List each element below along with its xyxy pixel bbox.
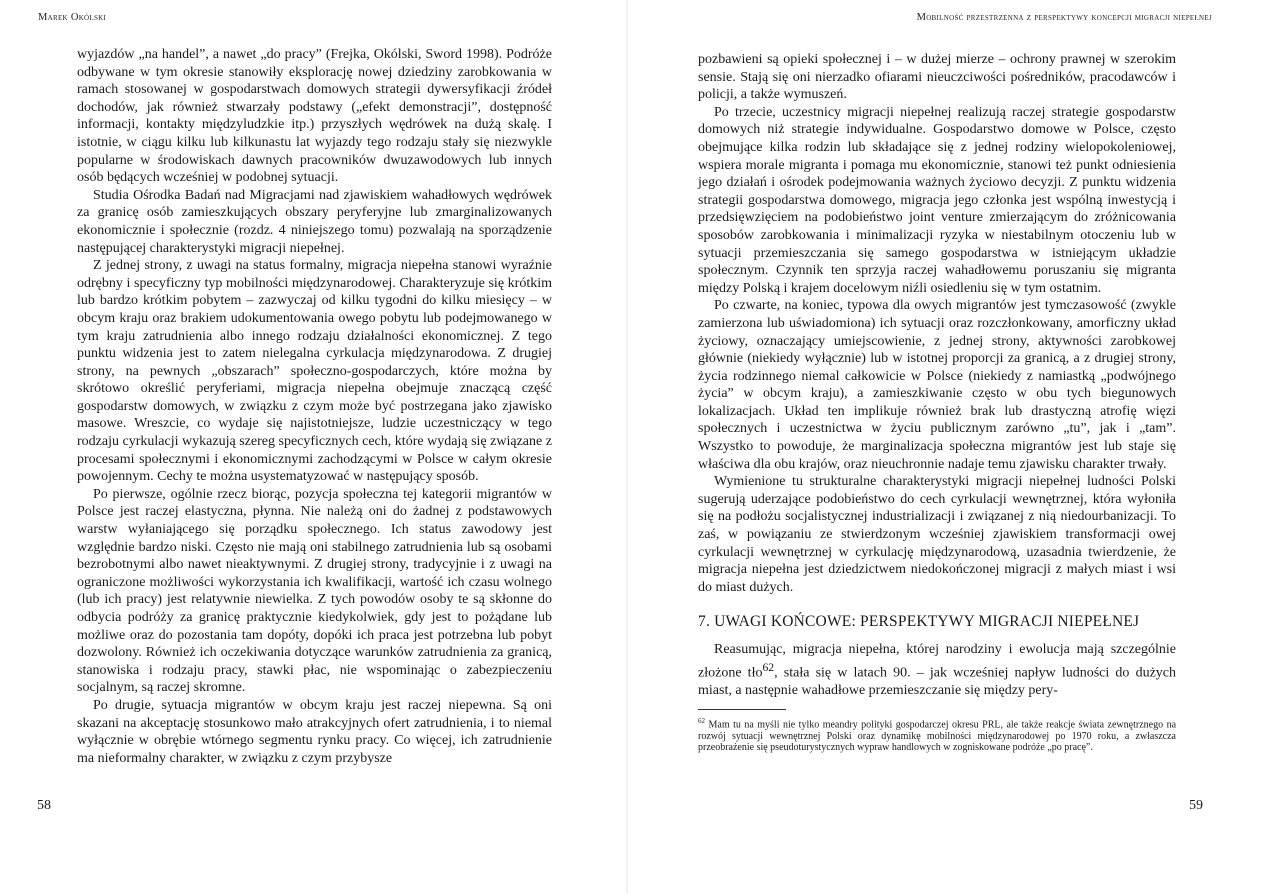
footnote-marker: 62 bbox=[698, 716, 705, 725]
paragraph: Po pierwsze, ogólnie rzecz biorąc, pozycja społeczna tej kategorii migrantów w Polsce jest raczej elastyczna, płynna. Nie należą oni do żadnej z podstawowych warstw wyłaniającego się porządku społecznego. Ich status zawodowy jest względnie bardzo niski. Często nie mają oni stabilnego zatrudnienia lub są osobami bezrobotnymi albo nawet nieaktywnymi. Z drugiej strony, tradycyjnie i z uwagi na ograniczone możliwości wykorzystania ich kwalifikacji, wartość ich czasu wolnego (lub ich pracy) jest relatywnie niewielka. Z tych powodów osoby te są skłonne do odbycia podróży za granicę praktycznie kiedykolwiek, gdy jest to pożądane lub możliwe oraz do pozostania tam dopóty, dopóki ich praca jest potrzebna lub pobyt dozwolony. Również ich oczekiwania dotyczące warunków zatrudnienia za granicą, stanowiska i rodzaju pracy, stawki płac, nie wspominając o zabezpieczeniu socjalnym, są raczej skromne. bbox=[77, 486, 552, 696]
running-head-author: Marek Okólski bbox=[38, 12, 107, 23]
paragraph: wyjazdów „na handel”, a nawet „do pracy” (Frejka, Okólski, Sword 1998). Podróże odbywane w tym okresie stanowiły eksplorację nowej dziedziny zarobkowania w ramach stosowanej w gospodarstwach domowych strategii dywersyfikacji źródeł dochodów, jak również stwarzały podstawy („efekt demonstracji”, dostępność informacji, kontakty międzyludzkie itp.) przyszłych wędrówek na dużą skalę. I istotnie, w ciągu kilku lub kilkunastu lat wyjazdy tego rodzaju stały się niezwykle popularne w środowiskach dawnych pracowników dwuzawodowych lub innych osób będących wcześniej w podobnej sytuacji. bbox=[77, 47, 552, 186]
paragraph: Po drugie, sytuacja migrantów w obcym kraju jest raczej niepewna. Są oni skazani na akceptację stosunkowo mało atrakcyjnych ofert zatrudnienia, i to niemal wyłącznie w obrębie wtórnego segmentu rynku pracy. Co więcej, ich zatrudnienie ma nieformalny charakter, w związku z czym przybysze bbox=[77, 697, 552, 766]
paragraph: Studia Ośrodka Badań nad Migracjami nad zjawiskiem wahadłowych wędrówek za granicę osób zamieszkujących obszary peryferyjne lub zmarginalizowanych ekonomicznie i społecznie (rozdz. 4 niniejszego tomu) pozwalają na sporządzenie następującej charakterystyki migracji niepełnej. bbox=[77, 187, 552, 256]
footnote-text: Mam tu na myśli nie tylko meandry polityki gospodarczej okresu PRL, ale także reakcje świata zewnętrznego na rozwój sytuacji wewnętrznej Polski oraz dynamikę mobilności międzynarodowej po 1970 roku, a zwłaszcza przeobrażenie się pseudoturystycznych wypraw handlowych w zogniskowane podróże „po pracę”. bbox=[698, 719, 1177, 754]
footnote-reference: 62 bbox=[762, 661, 775, 674]
paragraph: Wymienione tu strukturalne charakterystyki migracji niepełnej ludności Polski sugerują uderzające podobieństwo do cech cyrkulacji wewnętrznej, która wyłoniła się na podłożu socjalistycznej industrializacji i związanej z nią niedourbanizacji. To zaś, w powiązaniu ze stwierdzonym wcześniej zjawiskiem transformacji owej cyrkulacji wewnętrznej w cyrkulację międzynarodową, uzasadnia twierdzenie, że migracja niepełna jest dziedzictwem niedokończonej migracji z małych miast i wsi do miast dużych. bbox=[698, 474, 1176, 595]
page-number: 58 bbox=[37, 798, 51, 813]
right-page bbox=[631, 0, 1262, 894]
closing-text-start: Reasumując, migracja niepełna, której narodziny i ewolucja mają szczególnie złożone tło bbox=[698, 642, 1176, 681]
closing-paragraph bbox=[698, 641, 1176, 699]
paragraph: pozbawieni są opieki społecznej i – w dużej mierze – ochrony prawnej w szerokim sensie. Stają się oni nierzadko ofiarami nieuczciwości pośredników, pracodawców i policji, a także wymuszeń. bbox=[698, 52, 1176, 103]
paragraph: Z jednej strony, z uwagi na status formalny, migracja niepełna stanowi wyraźnie odrębny i specyficzny typ mobilności międzynarodowej. Charakteryzuje się krótkim lub bardzo krótkim pobytem – zazwyczaj od kilku tygodni do kilku miesięcy – w obcym kraju oraz brakiem udokumentowania owego pobytu lub podejmowanego w tym kraju zatrudnienia albo innego rodzaju działalności ekonomicznej. Z tego punktu widzenia jest to zatem nielegalna cyrkulacja międzynarodowa. Z drugiej strony, na pewnych „obszarach” społeczno-gospodarczych, które można by skrótowo określić peryferiami, migracja niepełna obejmuje znaczącą część gospodarstw domowych, w związku z czym może być postrzegana jako zjawisko masowe. Wreszcie, co wydaje się najistotniejsze, ludzie uczestniczący w tego rodzaju cyrkulacji wykazują szereg specyficznych cech, które wydają się związane z procesami społecznymi i ekonomicznymi zachodzącymi w Polsce w całym okresie powojennym. Cechy te można usystematyzować w następujący sposób. bbox=[77, 258, 552, 485]
running-head-title: Mobilność przestrzenna z perspektywy koncepcji migracji niepełnej bbox=[916, 12, 1212, 23]
closing-text-end: , stała się w latach 90. – jak wcześniej napływ ludności do dużych miast, a następnie wahadłowe przemieszczanie się między pery- bbox=[698, 665, 1177, 699]
footnote bbox=[698, 716, 1176, 754]
footnote-divider bbox=[698, 709, 786, 710]
right-text-column bbox=[698, 51, 1176, 754]
paragraph: Po trzecie, uczestnicy migracji niepełnej realizują raczej strategie gospodarstw domowych niż strategie indywidualne. Gospodarstwo domowe w Polsce, często obejmujące kilka rodzin lub składające się z jednej rodziny wielopokoleniowej, wspiera morale migranta i pomaga mu ekonomicznie, stanowi też punkt odniesienia jego działań i ośrodek podejmowania ważnych życiowo decyzji. Z punktu widzenia strategii gospodarstwa domowego, migracja jego członka jest wspólną inwestycją i przedsięwzięciem na podobieństwo joint venture zmierzającym do zróżnicowania sposobów zarobkowania i minimalizacji ryzyka w niestabilnym otoczeniu lub w sytuacji przemieszczania się samego gospodarstwa w istniejącym układzie społecznym. Czynnik ten sprzyja raczej wahadłowemu poruszaniu się migranta między Polską i krajem docelowym niźli osiedleniu się w tym ostatnim. bbox=[698, 104, 1176, 296]
paragraph: Po czwarte, na koniec, typowa dla owych migrantów jest tymczasowość (zwykle zamierzona lub uświadomiona) ich sytuacji oraz rozczłonkowany, amorficzny układ życiowy, oznaczający umiejscowienie, z jednej strony, aktywności zarobkowej głównie (niekiedy wyłącznie) lub w istotnej proporcji za granicą, a z drugiej strony, życia rodzinnego niemal całkowicie w Polsce (niekiedy z namiastką „podwójnego życia” w obcym kraju), a zamieszkiwanie często w obu tych biegunowych lokalizacjach. Układ ten implikuje również brak lub drastyczną atrofię więzi społecznych i uczestnictwa w życiu publicznym zarówno „tu”, jak i „tam”. Wszystko to powoduje, że marginalizacja społeczna migrantów jest lub staje się właściwa dla obu krajów, oraz nieuchronnie nadaje temu zjawisku charakter trwały. bbox=[698, 298, 1176, 472]
section-heading: 7. UWAGI KOŃCOWE: PERSPEKTYWY MIGRACJI NIEPEŁNEJ bbox=[698, 613, 1140, 631]
left-text-column bbox=[77, 46, 552, 767]
page-number: 59 bbox=[1189, 798, 1203, 813]
